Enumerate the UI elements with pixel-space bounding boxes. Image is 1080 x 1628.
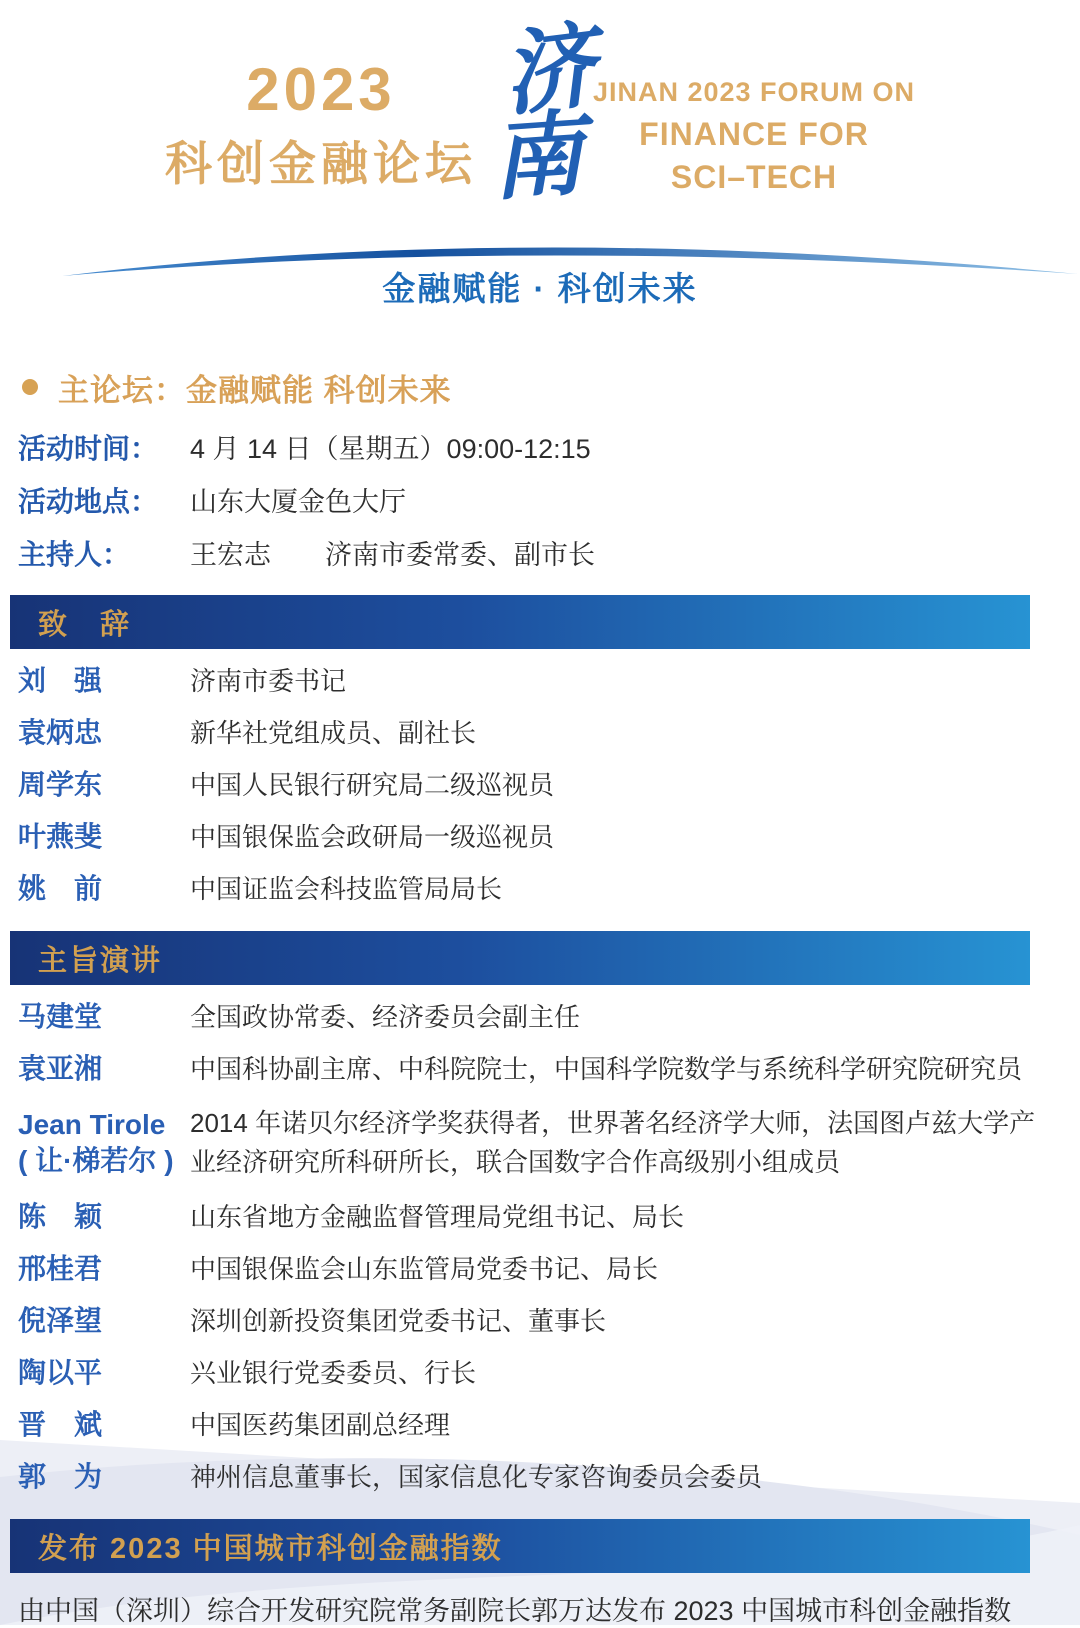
speaker-name-line1: 晋 斌: [18, 1408, 103, 1440]
speaker-name: [18, 1107, 190, 1180]
speaker-row: [18, 1347, 1058, 1399]
logo-en-line3: SCI–TECH: [670, 158, 838, 195]
speaker-name-line1: 郭 为: [18, 1460, 103, 1492]
index-release-note: 由中国（深圳）综合开发研究院常务副院长郭万达发布 2023 中国城市科创金融指数: [18, 1596, 1012, 1626]
speaker-name: [18, 871, 190, 907]
speaker-name-line1: 陶以平: [18, 1356, 103, 1388]
speaker-name: [18, 1051, 190, 1087]
speaker-name: [18, 1407, 190, 1443]
speaker-desc: 中国人民银行研究局二级巡视员: [190, 769, 555, 800]
info-row: [18, 420, 1058, 473]
speaker-name-line1: 袁炳忠: [18, 716, 103, 748]
bullet-icon: [22, 379, 38, 395]
speaker-desc: 中国科协副主席、中科院院士，中国科学院数学与系统科学研究院研究员: [190, 1053, 1023, 1084]
speaker-name: [18, 1459, 190, 1495]
section-header-bar: [10, 1519, 1030, 1573]
main-forum-title: 主论坛：金融赋能 科创未来: [58, 372, 452, 408]
jinan-calligraphy: [487, 14, 601, 211]
speaker-desc: 中国证监会科技监管局局长: [190, 873, 503, 904]
calligraphy-char-nan: 南: [487, 102, 587, 211]
speaker-name-line1: Jean Tirole: [18, 1108, 166, 1140]
logo-en-line1: JINAN 2023 FORUM ON: [592, 77, 916, 107]
speaker-row: [18, 1399, 1058, 1451]
forum-tagline: 金融赋能 · 科创未来: [382, 270, 698, 307]
logo-title-cn: 科创金融论坛: [164, 137, 477, 190]
info-label: 活动时间：: [18, 432, 159, 464]
speaker-desc: 2014 年诺贝尔经济学奖获得者，世界著名经济学大师，法国图卢兹大学产业经济研究所科研所长，联合国数字合作高级别小组成员: [190, 1108, 1036, 1177]
speaker-row: [18, 1191, 1058, 1243]
speaker-desc: 神州信息董事长，国家信息化专家咨询委员会委员: [190, 1461, 763, 1492]
speaker-row: [18, 991, 1058, 1043]
speaker-desc: 济南市委书记: [190, 665, 347, 696]
section-header-bar: [10, 595, 1030, 649]
speaker-desc: 深圳创新投资集团党委书记、董事长: [190, 1305, 607, 1336]
section-title: 发布 2023 中国城市科创金融指数: [38, 1532, 503, 1565]
section-title: 致 辞: [38, 608, 132, 641]
speaker-desc: 新华社党组成员、副社长: [190, 717, 477, 748]
logo-left-block: [165, 58, 477, 194]
logo-en-line2: FINANCE FOR: [639, 115, 869, 152]
speaker-name-line1: 邢桂君: [18, 1252, 103, 1284]
main-forum-title-row: [18, 366, 1058, 408]
speaker-name-line1: 刘 强: [18, 664, 103, 696]
info-label: 主持人：: [18, 538, 131, 570]
speaker-name-line1: 倪泽望: [18, 1304, 103, 1336]
speaker-name: [18, 999, 190, 1035]
speaker-row: [18, 1095, 1058, 1191]
speaker-row: [18, 1043, 1058, 1095]
info-label: 活动地点：: [18, 485, 159, 517]
speaker-desc: 中国医药集团副总经理: [190, 1409, 451, 1440]
speaker-row: [18, 655, 1058, 707]
agenda-sections: [18, 595, 1058, 1628]
info-value: 王宏志 济南市委常委、副市长: [190, 540, 595, 570]
logo-title-en: [593, 72, 915, 199]
section-title: 主旨演讲: [38, 944, 163, 977]
speaker-row: [18, 863, 1058, 915]
speaker-name: [18, 663, 190, 699]
speaker-desc: 兴业银行党委委员、行长: [190, 1357, 477, 1388]
speaker-desc: 中国银保监会政研局一级巡视员: [190, 821, 555, 852]
speaker-name: [18, 767, 190, 803]
agenda-body: [0, 366, 1080, 1628]
speaker-name: [18, 1303, 190, 1339]
speaker-name: [18, 1199, 190, 1235]
speaker-name-line1: 周学东: [18, 768, 103, 800]
speaker-row: [18, 1295, 1058, 1347]
calligraphy-char-ji: 济: [496, 14, 601, 128]
info-value: 山东大厦金色大厅: [190, 487, 406, 517]
speaker-row: [18, 759, 1058, 811]
speaker-name: [18, 1251, 190, 1287]
speaker-row: [18, 1243, 1058, 1295]
speaker-row: [18, 707, 1058, 759]
speaker-row: [18, 1451, 1058, 1503]
speaker-desc: 中国银保监会山东监管局党委书记、局长: [190, 1253, 659, 1284]
speaker-name-line1: 陈 颖: [18, 1200, 103, 1232]
info-row: [18, 526, 1058, 579]
forum-logo: [0, 0, 1080, 228]
speaker-name: [18, 715, 190, 751]
speaker-row: [18, 811, 1058, 863]
speaker-name: [18, 1355, 190, 1391]
speaker-name-line1: 姚 前: [18, 872, 103, 904]
section-header-bar: [10, 931, 1030, 985]
speaker-desc: 山东省地方金融监督管理局党组书记、局长: [190, 1201, 685, 1232]
info-row: [18, 473, 1058, 526]
speaker-name-line1: 马建堂: [18, 1000, 103, 1032]
speaker-desc: 全国政协常委、经济委员会副主任: [190, 1001, 581, 1032]
logo-year: 2023: [246, 56, 396, 123]
speaker-name-line1: 叶燕斐: [18, 820, 103, 852]
event-info: [18, 420, 1058, 579]
speaker-name-line1: 袁亚湘: [18, 1052, 103, 1084]
speaker-name: [18, 819, 190, 855]
info-value: 4 月 14 日（星期五）09:00-12:15: [190, 434, 591, 464]
speaker-name-line2: ( 让·梯若尔 ): [18, 1145, 174, 1176]
